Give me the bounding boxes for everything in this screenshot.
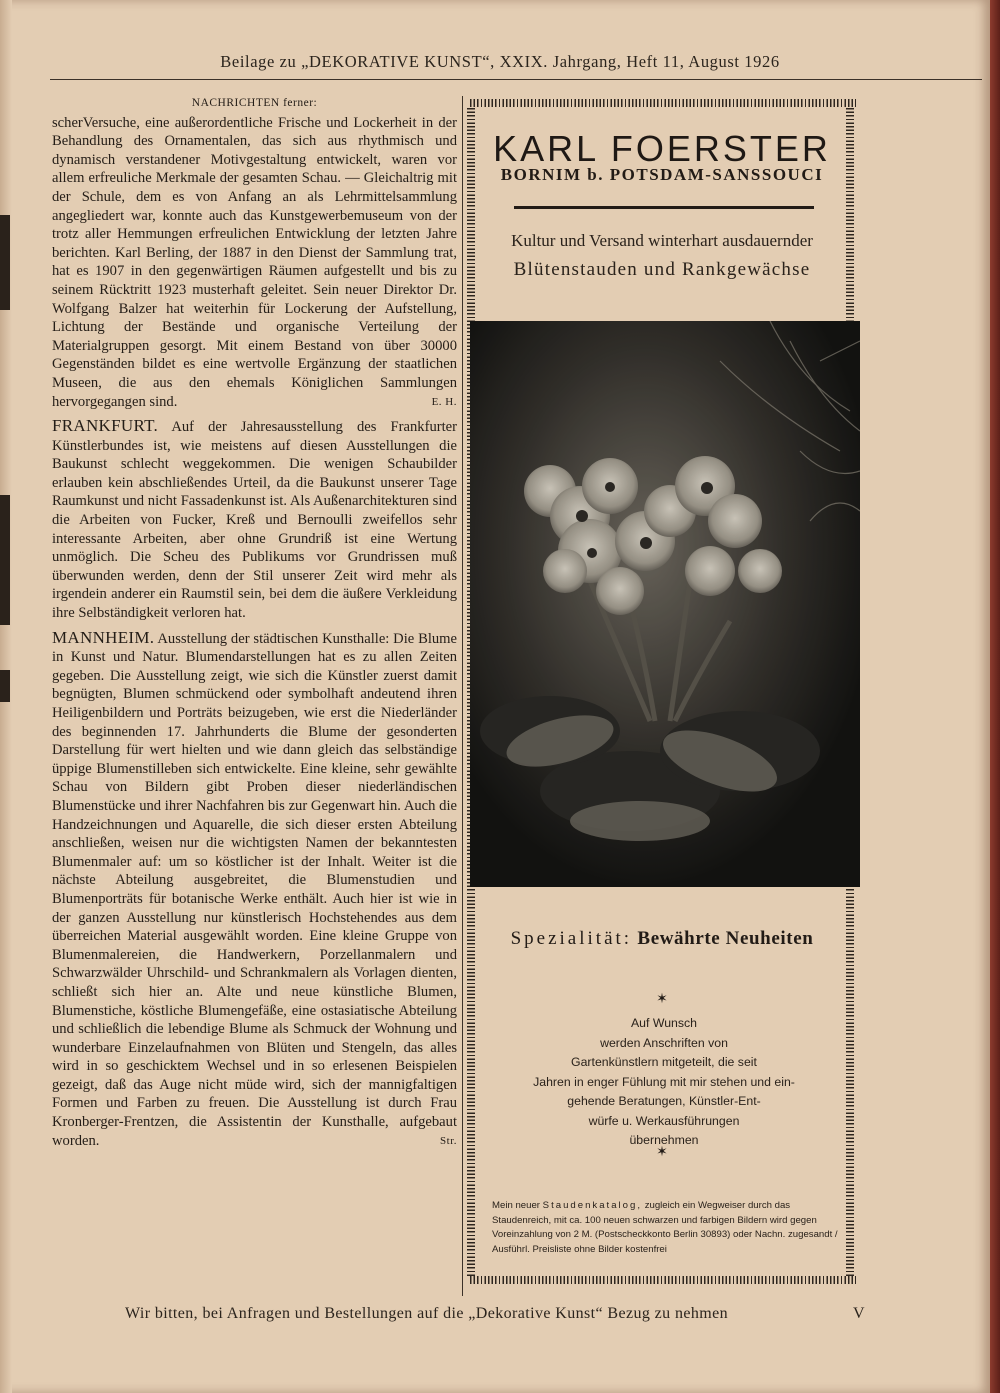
margin-bleed-strip [0,670,10,702]
news-column [52,94,457,1150]
ad-specialty [472,928,852,950]
footer-note: Wir bitten, bei Anfragen und Bestellungen auf die „Dekorative Kunst“ Bezug zu nehmen [125,1305,728,1322]
ad-subtitle: Kultur und Versand winterhart ausdauernder [511,231,813,250]
margin-bleed-strip [0,215,10,310]
primula-flower-photo [470,321,860,887]
ad-rule [514,206,814,209]
ornament-star: ✶ [656,992,668,1007]
city-heading: MANNHEIM. [52,627,155,647]
paragraph-text: Ausstellung der städtischen Kunsthalle: Die Blume in Kunst und Natur. Blumendarstellungen hat es zu allen Zeiten gegeben. Die Ausstellung zeigt, wie sich die Künstler zuerst damit begnügten, Blumen schmückend oder symbolhaft andeutend ihren Heiligenbildern und Porträts beizugeben, wie erst die Niederländer des beginnenden 17. Jahrhunderts die Blume der gesonderten Darstellung für wert hielten und wie dann gleich das selbständige üppige Blumenstilleben sich entwickelte. Eine kleine, sehr gewählte Schau von Bildern gibt Proben dieser niederländischen Blumenstücke und ihrer Nachfahren bis zur Gegenwart hin. Auch die Handzeichnungen und Aquarelle, die sich dieser ersten Abteilung anschließen, weisen nur die wichtigsten Namen der bekanntesten Blumenmaler auf: um so köstlicher ist der Inhalt. Weiter ist die nächste Abteilung ausgebreitet, die Blumenstudien und Blumenporträts für botanische Werke enthält. Auch hier ist wie in der ganzen Ausstellung nur künstlerisch Hochstehendes aus dem überreichen Material ausgewählt worden. Eine kleine Gruppe von Blumenmalereien, die Handwerkern, Porzellanmalern und Schwarzwälder Uhrschild- und Schrankmalern als Vorlagen dienten, schließt sich hier an. Alte und neue künstliche Blumen, Blumenstiche, köstliche Blumengefäße, eine ostasiatische Abteilung und schließlich die lebendige Blume als Schmuck der Wohnung und wunderbare Einzelaufnahmen von Blüten und Stengeln, das alles wird in so geschicktem Wechsel und in so erlesenen Beispielen gezeigt, daß das Auge nicht müde wird, sich der mannigfaltigen Formen und Farben zu freuen. Die Ausstellung ist durch Frau Kronberger-Frentzen, die Assistentin der Kunsthalle, aufgebaut worden. [52,630,457,1149]
specialty-text: Bewährte Neuheiten [632,928,814,949]
page-number: V [853,1305,865,1322]
margin-bleed-strip [0,495,10,625]
ad-body-line: Jahren in enger Fühlung mit mir stehen und ein- [533,1074,795,1089]
column-divider [462,96,463,1296]
ad-body-line: Gartenkünstlern mitgeteilt, die seit [571,1055,757,1069]
news-paragraph-dresden [52,114,457,412]
catalog-prefix: Mein neuer [492,1200,543,1211]
ornament-star: ✶ [656,1145,668,1160]
catalog-title: Staudenkatalog, [542,1200,643,1211]
book-cover-edge [990,0,1000,1393]
ad-body-line: werden Anschriften von [600,1035,728,1050]
advertiser-location: BORNIM b. POTSDAM-SANSSOUCI [500,165,824,184]
advertiser-name: KARL FOERSTER [493,128,831,169]
hatched-border [470,99,856,107]
ad-body-line: Auf Wunsch [630,1016,698,1030]
ad-body-line: übernehmen [629,1133,699,1147]
running-head-rule [50,79,982,80]
hatched-border [470,1276,856,1284]
ad-subtitle: Blütenstauden und Rankgewächse [513,259,811,280]
ad-body-line: würfe u. Werkausführungen [588,1113,740,1128]
ad-body-text [504,1014,824,1151]
catalog-text: zugleich ein Wegweiser durch das Staudenreich, mit ca. 100 neuen schwarzen und farbigen Bildern wird gegen Voreinzahlung von 2 M. (Postscheckkonto Berlin 30893) oder Nachn. zugesandt / Ausführl. Preisliste ohne Bilder kostenfrei [492,1200,838,1255]
flower-photo-svg [470,321,860,887]
news-paragraph-mannheim [52,629,457,1151]
section-kicker: NACHRICHTEN ferner: [191,97,318,109]
author-signature: E. H. [431,395,457,408]
author-signature: Str. [440,1134,457,1147]
foerster-advertisement [464,96,860,1292]
paragraph-text: scherVersuche, eine außerordentliche Frische und Lockerheit in der Behandlung des Ornamentalen, das sich aus rhythmisch und dynamisch verstandener Motivgestaltung entwickelt, waren vor allem erfreuliche Merkmale der gesamten Schau. — Gleichaltrig mit der Schule, dem es von Anfang an als Lehrmittelsammlung angegliedert war, konnte auch das Kunstgewerbemuseum von der trotz aller Hemmungen erfreulichen Entwicklung der letzten Jahre berichten. Karl Berling, der 1887 in den Dienst der Sammlung trat, hat es 1907 in den gegenwärtigen Räumen aufgestellt und bis zu seinem Rücktritt 1923 musterhaft geleitet. Sein neuer Direktor Dr. Wolfgang Balzer hat weiterhin für Lockerung der Aufstellung, Lichtung der Bestände und organische Verteilung der Materialgruppen gesorgt. Mit einem Bestand von über 30000 Gegenständen bildet es eine wertvolle Ergänzung der staatlichen Museen, die aus den ehemals Königlichen Sammlungen hervorgegangen sind. [52,114,457,410]
ad-body-line: gehende Beratungen, Künstler-Ent- [567,1094,761,1108]
paragraph-text: Auf der Jahresausstellung des Frankfurter Künstlerbundes ist, wie meistens auf diesen Ausstellungen die Baukunst schlecht weggekommen. Die wenigen Schaubilder erlauben kein abschließendes Urteil, da die Baukunst unserer Tage Raumkunst und nicht Fassadenkunst ist. Als Außenarchitekturen sind die Arbeiten von Fucker, Kreß und Bernoulli zweifellos sehr interessante Arbeiten, aber ohne Grundriß ist eine Wertung unmöglich. Die Scheu des Publikums vor Grundrissen muß überwunden werden, denn der Stil unserer Zeit wird mehr als irgendein anderer ein Raumstil sein, bei dem die äußere Verkleidung ihre Selbständigkeit verloren hat. [52,419,457,622]
catalog-note [492,1199,842,1257]
news-paragraph-frankfurt [52,417,457,623]
running-head: Beilage zu „DEKORATIVE KUNST“, XXIX. Jahrgang, Heft 11, August 1926 [220,52,780,71]
city-heading: FRANKFURT. [52,416,159,436]
specialty-prefix: Spezialität: [510,928,633,949]
